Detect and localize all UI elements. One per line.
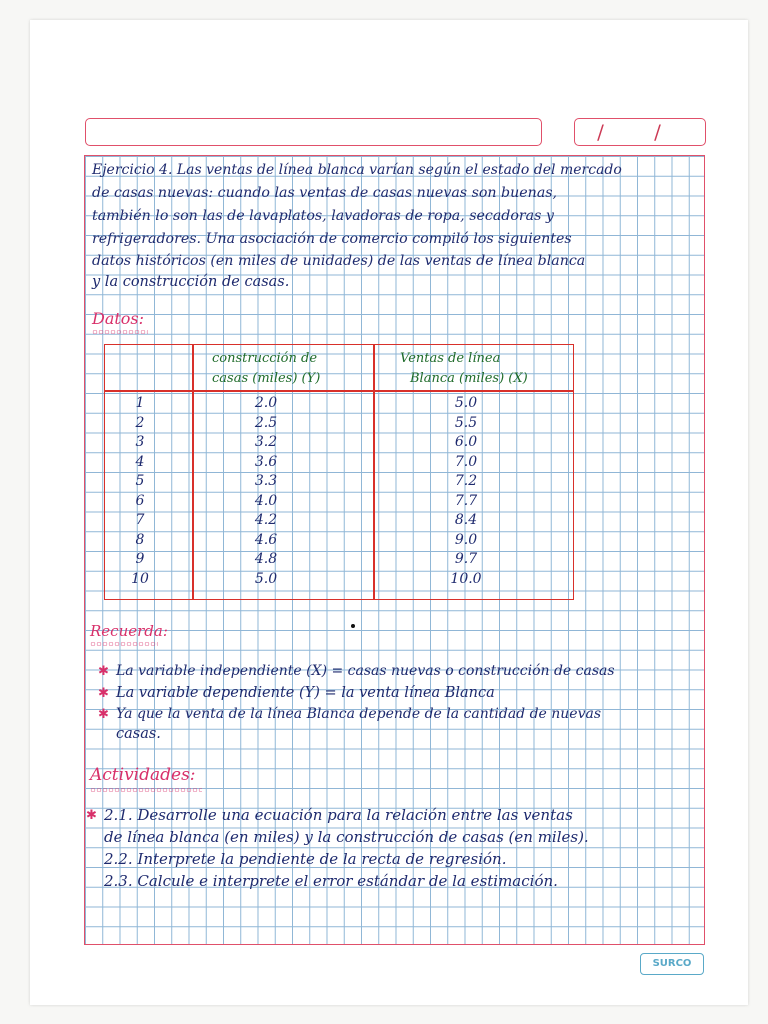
bullet-icon: ✱ — [98, 664, 109, 679]
table-header-rule — [104, 390, 574, 392]
row-index-cell: 10 — [131, 570, 149, 587]
y-value-cell: 2.0 — [254, 395, 278, 411]
col-y-header-line1: construcción de — [212, 351, 318, 366]
col-x-header-line1: Ventas de línea — [400, 351, 501, 366]
problem-line-4: refrigeradores. Una asociación de comercio compiló los siguientes — [92, 231, 572, 247]
row-index-cell: 4 — [135, 453, 145, 470]
row-index-cell: 1 — [135, 395, 145, 411]
datos-heading: Datos: — [92, 309, 145, 328]
y-value-cell: 4.2 — [254, 512, 278, 528]
row-index-cell: 5 — [135, 473, 145, 489]
x-value-cell: 5.0 — [454, 395, 478, 411]
actividad-2-3: 2.3. Calcule e interprete el error estándar de la estimación. — [104, 872, 558, 890]
actividad-2-1-cont: de línea blanca (en miles) y la construcción de casas (en miles). — [104, 828, 589, 846]
brand-text: SURCO — [652, 958, 692, 969]
y-value-cell: 3.6 — [254, 453, 278, 470]
x-value-cell: 9.7 — [454, 551, 478, 567]
row-index-cell: 9 — [135, 551, 145, 567]
problem-line-2: de casas nuevas: cuando las ventas de casas nuevas son buenas, — [92, 185, 558, 201]
recuerda-item-3-cont: casas. — [116, 726, 161, 742]
table-col-rule-1 — [192, 344, 194, 600]
recuerda-item-3: Ya que la venta de la línea Blanca depende de la cantidad de nuevas — [116, 706, 602, 722]
problem-line-5: datos históricos (en miles de unidades) de las ventas de línea blanca — [92, 253, 586, 269]
x-value-cell: 10.0 — [450, 570, 482, 587]
row-index-cell: 8 — [135, 531, 145, 548]
recuerda-heading: Recuerda: — [90, 622, 168, 640]
row-index-cell: 2 — [135, 414, 145, 431]
y-value-cell: 4.8 — [254, 551, 278, 567]
row-index-cell: 7 — [135, 512, 145, 528]
row-index-cell: 3 — [135, 434, 145, 450]
bullet-icon: ✱ — [86, 808, 97, 823]
problem-line-1: Ejercicio 4. Las ventas de línea blanca varían según el estado del mercado — [92, 162, 622, 178]
x-value-cell: 9.0 — [454, 531, 478, 548]
y-value-cell: 3.3 — [254, 473, 278, 489]
recuerda-underline — [90, 642, 158, 646]
ink-dot — [351, 624, 355, 628]
actividades-heading: Actividades: — [90, 765, 196, 785]
bullet-icon: ✱ — [98, 686, 109, 701]
actividades-underline — [90, 788, 202, 792]
x-value-cell: 5.5 — [454, 414, 478, 431]
x-value-cell: 7.2 — [454, 473, 478, 489]
y-value-cell: 4.6 — [254, 531, 278, 548]
recuerda-item-1: La variable independiente (X) = casas nuevas o construcción de casas — [116, 663, 615, 679]
bullet-icon: ✱ — [98, 707, 109, 722]
x-value-cell: 7.7 — [454, 492, 478, 509]
brand-logo — [640, 953, 704, 975]
y-value-cell: 2.5 — [254, 414, 278, 431]
col-x-header-line2: Blanca (miles) (X) — [410, 371, 528, 386]
x-value-cell: 6.0 — [454, 434, 478, 450]
x-value-cell: 7.0 — [454, 453, 478, 470]
header-date-box — [574, 118, 706, 146]
row-index-cell: 6 — [135, 492, 145, 509]
x-value-cell: 8.4 — [454, 512, 478, 528]
actividad-2-2: 2.2. Interprete la pendiente de la recta de regresión. — [104, 850, 507, 868]
recuerda-item-2: La variable dependiente (Y) = la venta línea Blanca — [116, 685, 495, 701]
header-title-box — [85, 118, 542, 146]
table-col-rule-2 — [373, 344, 375, 600]
y-value-cell: 5.0 — [254, 570, 278, 587]
actividad-2-1: 2.1. Desarrolle una ecuación para la relación entre las ventas — [104, 806, 573, 824]
date-placeholder: / / — [597, 120, 683, 144]
col-y-header-line2: casas (miles) (Y) — [212, 371, 321, 386]
y-value-cell: 3.2 — [254, 434, 278, 450]
y-value-cell: 4.0 — [254, 492, 278, 509]
datos-underline — [92, 330, 148, 334]
problem-line-3: también lo son las de lavaplatos, lavadoras de ropa, secadoras y — [92, 208, 554, 224]
problem-line-6: y la construcción de casas. — [92, 274, 290, 290]
